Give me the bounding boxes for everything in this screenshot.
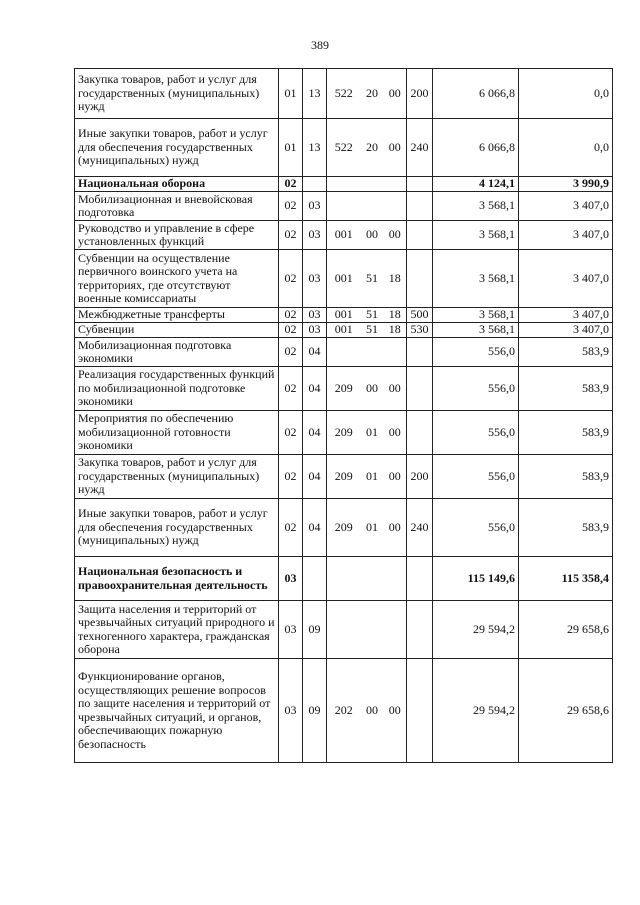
row-section-code: 01	[279, 69, 303, 119]
row-expense-type-code	[407, 177, 433, 192]
row-section-code: 03	[279, 659, 303, 763]
row-target-code-1: 209	[327, 455, 361, 499]
row-target-code-1	[327, 601, 361, 659]
row-target-code-2: 51	[361, 323, 384, 338]
row-target-code-2: 51	[361, 308, 384, 323]
row-target-code-3: 00	[384, 455, 407, 499]
row-expense-type-code	[407, 338, 433, 367]
row-amount-2: 115 358,4	[519, 557, 613, 601]
row-target-code-2: 01	[361, 455, 384, 499]
row-subsection-code: 04	[303, 411, 327, 455]
budget-table-body	[75, 69, 613, 763]
row-target-code-1: 522	[327, 69, 361, 119]
row-target-code-1: 001	[327, 323, 361, 338]
row-expense-type-code	[407, 557, 433, 601]
row-target-code-2	[361, 557, 384, 601]
row-target-code-3: 18	[384, 323, 407, 338]
row-subsection-code	[303, 177, 327, 192]
row-amount-2: 3 990,9	[519, 177, 613, 192]
row-target-code-3: 18	[384, 250, 407, 308]
row-amount-1: 115 149,6	[433, 557, 519, 601]
row-expense-type-code: 500	[407, 308, 433, 323]
row-target-code-2	[361, 177, 384, 192]
row-name: Мобилизационная подготовка экономики	[75, 338, 279, 367]
row-section-code: 02	[279, 308, 303, 323]
row-subsection-code: 03	[303, 192, 327, 221]
row-subsection-code: 03	[303, 323, 327, 338]
row-target-code-1: 001	[327, 221, 361, 250]
row-subsection-code: 09	[303, 601, 327, 659]
row-amount-2: 3 407,0	[519, 250, 613, 308]
row-target-code-2: 01	[361, 411, 384, 455]
row-amount-1: 3 568,1	[433, 221, 519, 250]
row-name: Национальная оборона	[75, 177, 279, 192]
row-amount-2: 29 658,6	[519, 659, 613, 763]
row-target-code-3	[384, 192, 407, 221]
table-row	[75, 659, 613, 763]
row-amount-1: 556,0	[433, 367, 519, 411]
row-expense-type-code	[407, 601, 433, 659]
row-target-code-2: 20	[361, 69, 384, 119]
row-subsection-code: 04	[303, 367, 327, 411]
row-target-code-3: 00	[384, 367, 407, 411]
row-section-code: 03	[279, 557, 303, 601]
row-amount-1: 3 568,1	[433, 192, 519, 221]
row-subsection-code: 04	[303, 455, 327, 499]
row-name: Руководство и управление в сфере установленных функций	[75, 221, 279, 250]
row-target-code-3: 00	[384, 69, 407, 119]
row-target-code-3: 00	[384, 411, 407, 455]
table-row	[75, 601, 613, 659]
row-expense-type-code	[407, 192, 433, 221]
table-row	[75, 499, 613, 557]
row-target-code-1	[327, 557, 361, 601]
table-row	[75, 411, 613, 455]
row-expense-type-code: 200	[407, 69, 433, 119]
row-name: Закупка товаров, работ и услуг для государственных (муниципальных) нужд	[75, 455, 279, 499]
row-section-code: 02	[279, 411, 303, 455]
row-amount-1: 556,0	[433, 411, 519, 455]
row-target-code-3	[384, 601, 407, 659]
row-subsection-code: 03	[303, 308, 327, 323]
table-row	[75, 455, 613, 499]
table-row	[75, 221, 613, 250]
row-name: Мероприятия по обеспечению мобилизационной готовности экономики	[75, 411, 279, 455]
row-name: Защита населения и территорий от чрезвычайных ситуаций природного и техногенного характера, гражданская оборона	[75, 601, 279, 659]
row-amount-2: 583,9	[519, 455, 613, 499]
row-target-code-1: 001	[327, 250, 361, 308]
table-row	[75, 308, 613, 323]
table-row	[75, 69, 613, 119]
row-target-code-2	[361, 601, 384, 659]
row-target-code-3: 00	[384, 119, 407, 177]
row-section-code: 02	[279, 499, 303, 557]
row-target-code-1	[327, 338, 361, 367]
row-subsection-code: 03	[303, 250, 327, 308]
row-target-code-2: 00	[361, 367, 384, 411]
row-expense-type-code	[407, 367, 433, 411]
row-name: Функционирование органов, осуществляющих решение вопросов по защите населения и территорий от чрезвычайных ситуаций, и органов, обеспечивающих пожарную безопасность	[75, 659, 279, 763]
row-target-code-3	[384, 338, 407, 367]
row-section-code: 02	[279, 177, 303, 192]
row-section-code: 02	[279, 323, 303, 338]
row-amount-1: 4 124,1	[433, 177, 519, 192]
table-row	[75, 557, 613, 601]
row-target-code-3: 00	[384, 499, 407, 557]
row-section-code: 02	[279, 221, 303, 250]
row-amount-2: 29 658,6	[519, 601, 613, 659]
row-amount-1: 29 594,2	[433, 659, 519, 763]
row-name: Национальная безопасность и правоохранительная деятельность	[75, 557, 279, 601]
row-section-code: 02	[279, 192, 303, 221]
row-amount-2: 583,9	[519, 411, 613, 455]
row-amount-2: 3 407,0	[519, 323, 613, 338]
row-target-code-1	[327, 192, 361, 221]
row-subsection-code: 13	[303, 69, 327, 119]
row-section-code: 02	[279, 338, 303, 367]
row-name: Субвенции на осуществление первичного воинского учета на территориях, где отсутствуют военные комиссариаты	[75, 250, 279, 308]
row-amount-2: 0,0	[519, 119, 613, 177]
row-name: Мобилизационная и вневойсковая подготовка	[75, 192, 279, 221]
row-amount-1: 556,0	[433, 338, 519, 367]
row-name: Реализация государственных функций по мобилизационной подготовке экономики	[75, 367, 279, 411]
row-amount-1: 3 568,1	[433, 308, 519, 323]
row-amount-1: 3 568,1	[433, 323, 519, 338]
row-target-code-2: 20	[361, 119, 384, 177]
row-expense-type-code: 200	[407, 455, 433, 499]
table-row	[75, 192, 613, 221]
row-section-code: 03	[279, 601, 303, 659]
row-section-code: 01	[279, 119, 303, 177]
row-amount-2: 3 407,0	[519, 192, 613, 221]
row-target-code-1	[327, 177, 361, 192]
row-name: Иные закупки товаров, работ и услуг для обеспечения государственных (муниципальных) нужд	[75, 499, 279, 557]
row-target-code-2: 51	[361, 250, 384, 308]
row-target-code-1: 522	[327, 119, 361, 177]
row-target-code-2	[361, 192, 384, 221]
row-target-code-1: 209	[327, 367, 361, 411]
row-amount-1: 3 568,1	[433, 250, 519, 308]
row-target-code-1: 202	[327, 659, 361, 763]
row-expense-type-code	[407, 659, 433, 763]
table-row	[75, 250, 613, 308]
row-target-code-1: 001	[327, 308, 361, 323]
row-amount-2: 583,9	[519, 499, 613, 557]
row-subsection-code	[303, 557, 327, 601]
row-amount-1: 556,0	[433, 455, 519, 499]
row-target-code-3: 18	[384, 308, 407, 323]
row-target-code-2	[361, 338, 384, 367]
page-number: 389	[311, 38, 329, 52]
row-amount-2: 583,9	[519, 367, 613, 411]
row-target-code-2: 01	[361, 499, 384, 557]
row-target-code-1: 209	[327, 411, 361, 455]
row-subsection-code: 04	[303, 338, 327, 367]
row-expense-type-code: 240	[407, 499, 433, 557]
row-expense-type-code	[407, 411, 433, 455]
row-expense-type-code	[407, 221, 433, 250]
row-amount-2: 3 407,0	[519, 308, 613, 323]
row-target-code-3	[384, 177, 407, 192]
row-amount-2: 0,0	[519, 69, 613, 119]
row-target-code-3	[384, 557, 407, 601]
row-subsection-code: 13	[303, 119, 327, 177]
row-expense-type-code	[407, 250, 433, 308]
budget-table	[74, 68, 613, 763]
row-expense-type-code: 530	[407, 323, 433, 338]
row-section-code: 02	[279, 455, 303, 499]
table-row	[75, 338, 613, 367]
table-row	[75, 323, 613, 338]
row-name: Иные закупки товаров, работ и услуг для обеспечения государственных (муниципальных) нужд	[75, 119, 279, 177]
row-name: Закупка товаров, работ и услуг для государственных (муниципальных) нужд	[75, 69, 279, 119]
row-target-code-3: 00	[384, 221, 407, 250]
row-amount-1: 6 066,8	[433, 119, 519, 177]
row-subsection-code: 09	[303, 659, 327, 763]
row-section-code: 02	[279, 367, 303, 411]
table-row	[75, 177, 613, 192]
row-amount-1: 6 066,8	[433, 69, 519, 119]
row-target-code-2: 00	[361, 221, 384, 250]
row-subsection-code: 03	[303, 221, 327, 250]
row-name: Межбюджетные трансферты	[75, 308, 279, 323]
row-section-code: 02	[279, 250, 303, 308]
row-amount-2: 3 407,0	[519, 221, 613, 250]
row-target-code-3: 00	[384, 659, 407, 763]
row-amount-2: 583,9	[519, 338, 613, 367]
row-subsection-code: 04	[303, 499, 327, 557]
row-expense-type-code: 240	[407, 119, 433, 177]
table-row	[75, 367, 613, 411]
row-target-code-2: 00	[361, 659, 384, 763]
row-amount-1: 29 594,2	[433, 601, 519, 659]
row-amount-1: 556,0	[433, 499, 519, 557]
row-target-code-1: 209	[327, 499, 361, 557]
table-row	[75, 119, 613, 177]
row-name: Субвенции	[75, 323, 279, 338]
